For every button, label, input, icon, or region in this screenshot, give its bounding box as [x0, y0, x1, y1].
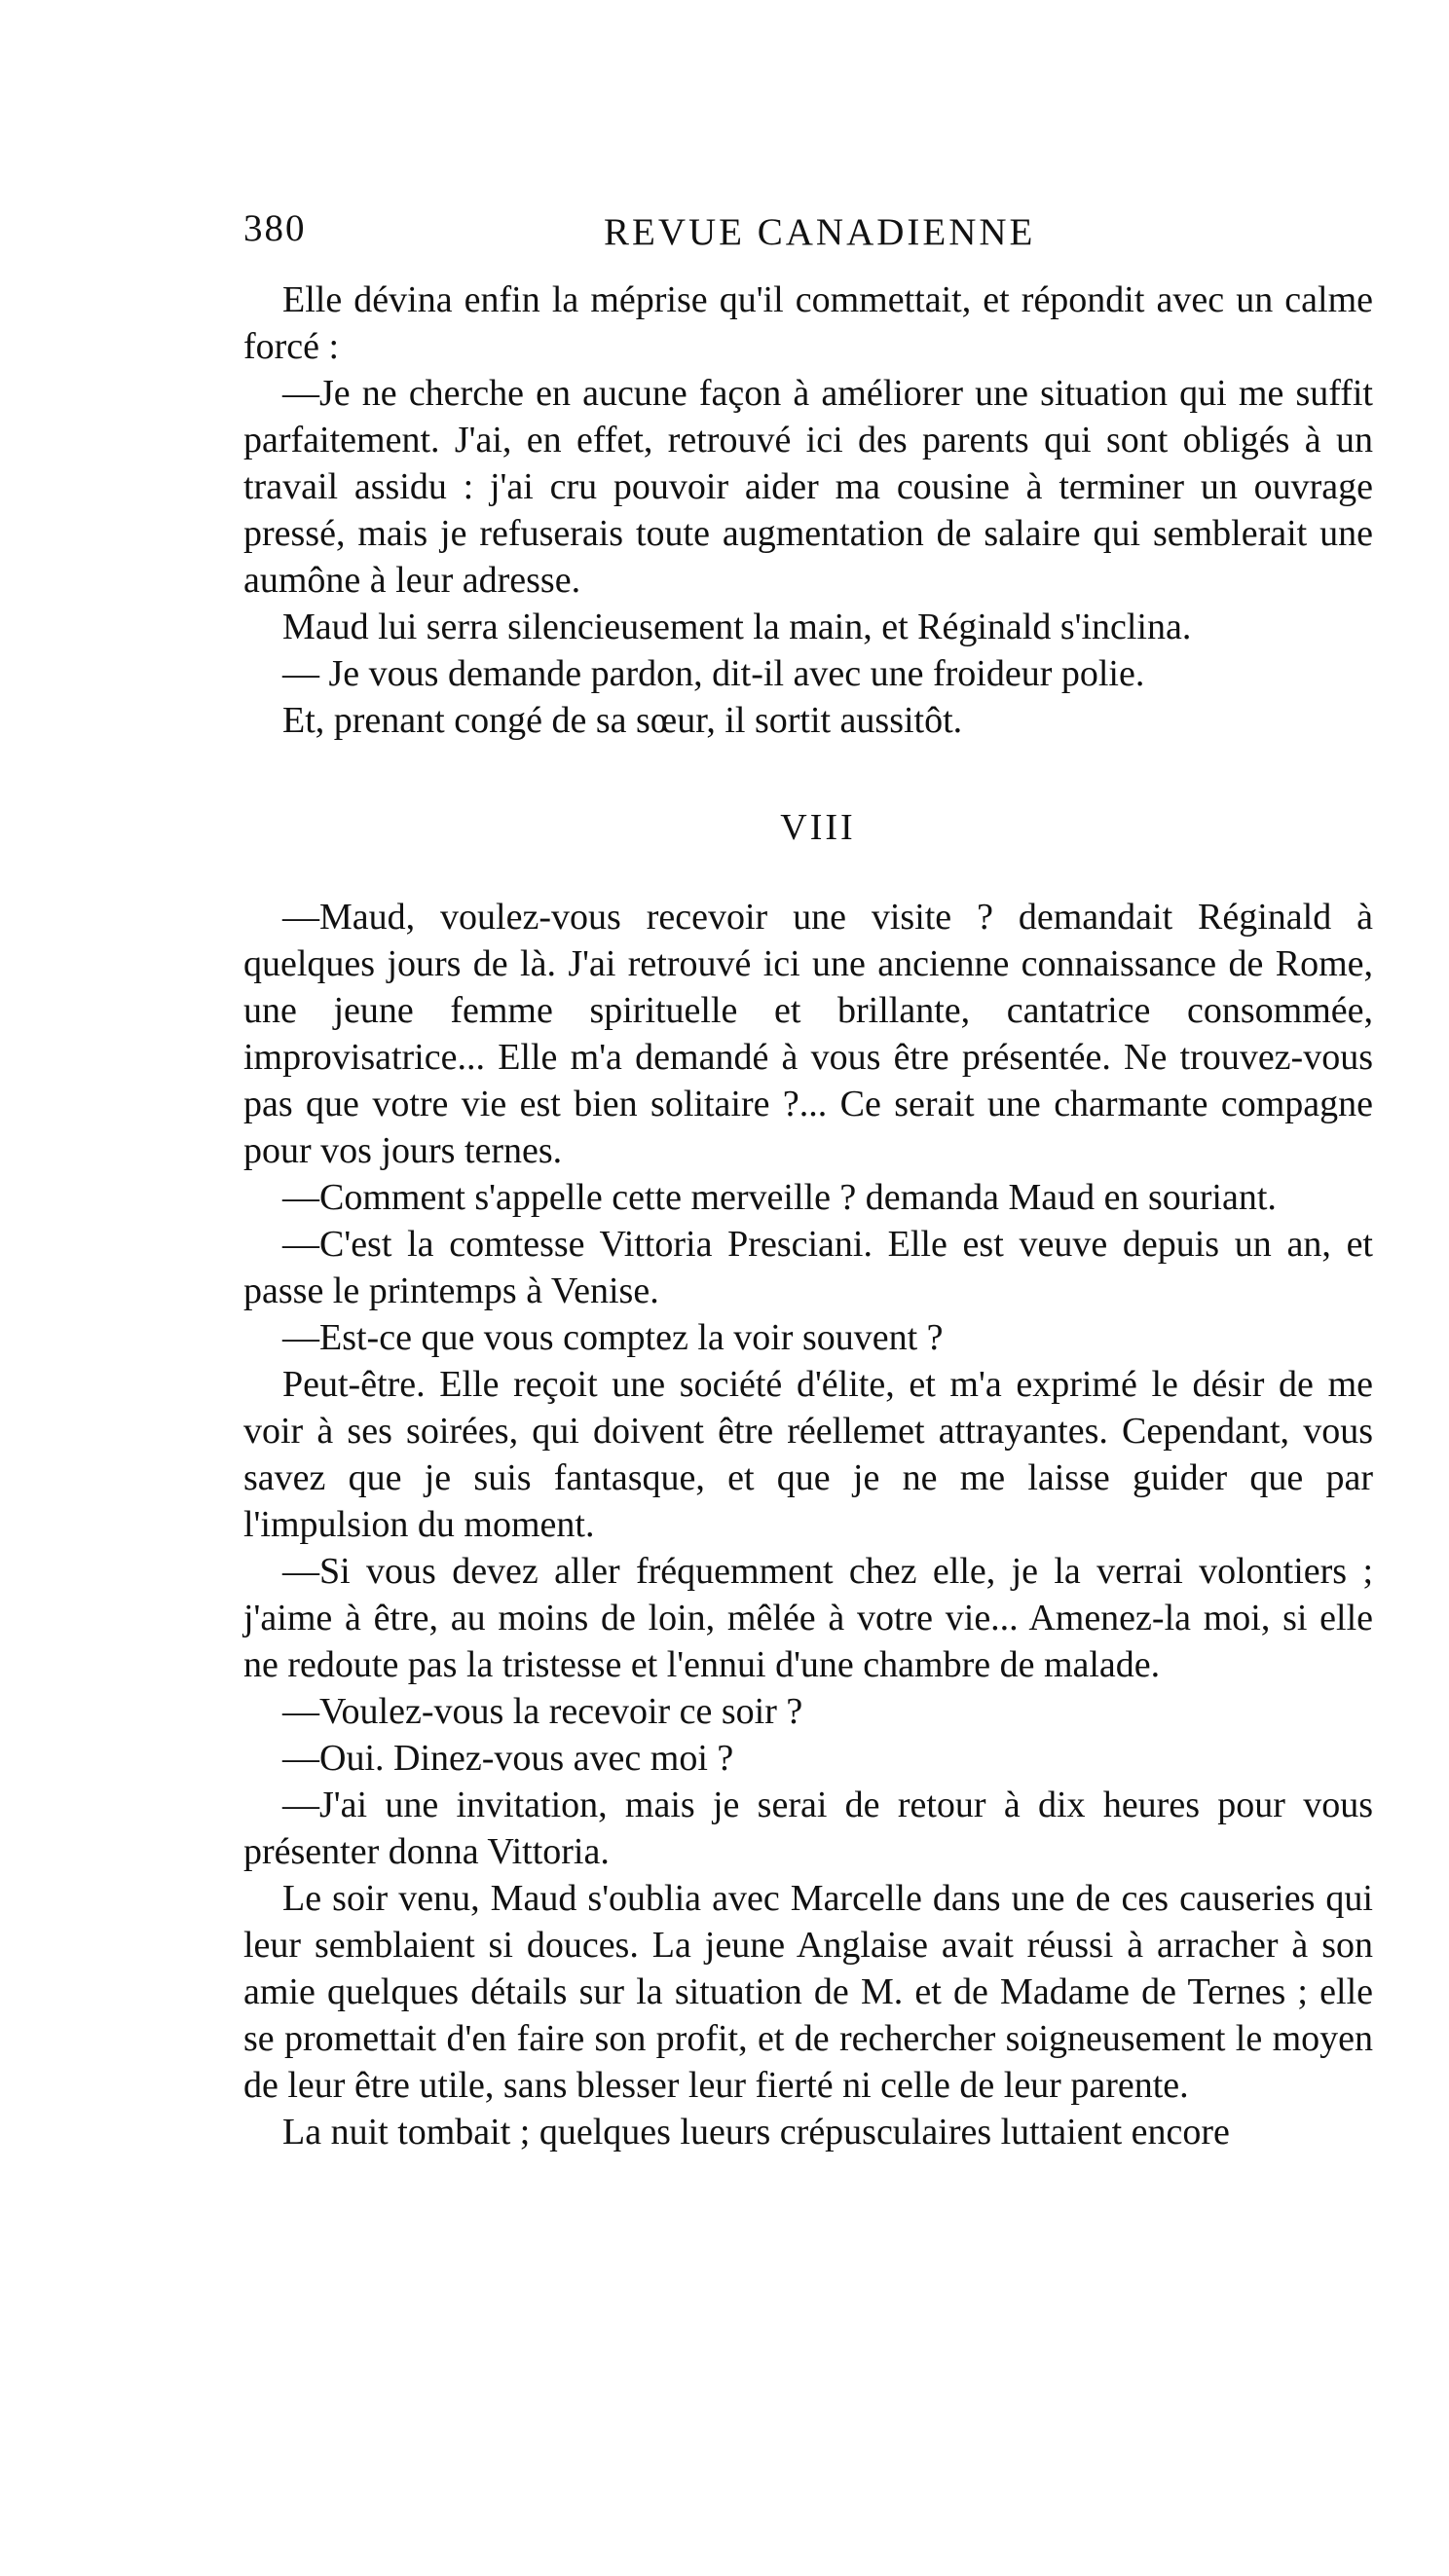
text-block-after-section — [243, 894, 1373, 2155]
paragraph: —Je ne cherche en aucune façon à améliorer une situation qui me suffit parfaitement. J'ai, en effet, retrouvé ici des parents qui sont obligés à un travail assidu : j'ai cru pouvoir aider ma cousine à terminer un ouvrage pressé, mais je refuserais toute augmentation de salaire qui semblerait une aumône à leur adresse. — [243, 373, 1373, 601]
paragraph: Maud lui serra silencieusement la main, et Réginald s'inclina. — [282, 607, 1192, 647]
page-number: 380 — [243, 207, 307, 249]
page-header — [243, 206, 1373, 265]
paragraph: —Voulez-vous la recevoir ce soir ? — [282, 1691, 803, 1732]
paragraph: —Est-ce que vous comptez la voir souvent ? — [282, 1317, 944, 1358]
paragraph: Elle dévina enfin la méprise qu'il commettait, et répondit avec un calme forcé : — [243, 279, 1373, 367]
paragraph: —Maud, voulez-vous recevoir une visite ? demandait Réginald à quelques jours de là. J'ai retrouvé ici une ancienne connaissance de Rome, une jeune femme spirituelle et brillante, cantatrice consommée, improvisatrice... Elle m'a demandé à vous être présentée. Ne trouvez-vous pas que votre vie est bien solitaire ?... Ce serait une charmante compagne pour vos jours ternes. — [243, 897, 1373, 1171]
paragraph: —Oui. Dinez-vous avec moi ? — [282, 1738, 734, 1779]
paragraph: Peut-être. Elle reçoit une société d'élite, et m'a exprimé le désir de me voir à ses soirées, qui doivent être réellemet attrayantes. Cependant, vous savez que je suis fantasque, et que je ne me laisse guider que par l'impulsion du moment. — [243, 1364, 1373, 1545]
paragraph: Et, prenant congé de sa sœur, il sortit aussitôt. — [282, 700, 963, 741]
paragraph: —Si vous devez aller fréquemment chez elle, je la verrai volontiers ; j'aime à être, au moins de loin, mêlée à votre vie... Amenez-la moi, si elle ne redoute pas la tristesse et l'ennui d'une chambre de malade. — [243, 1551, 1373, 1685]
text-block-before-section — [243, 276, 1373, 744]
paragraph: — Je vous demande pardon, dit-il avec une froideur polie. — [282, 653, 1145, 694]
section-heading: VIII — [780, 807, 856, 848]
paragraph: Le soir venu, Maud s'oublia avec Marcelle dans une de ces causeries qui leur semblaient si douces. La jeune Anglaise avait réussi à arracher à son amie quelques détails sur la situation de M. et de Madame de Ternes ; elle se promettait d'en faire son profit, et de rechercher soigneusement le moyen de leur être utile, sans blesser leur fierté ni celle de leur parente. — [243, 1878, 1373, 2106]
running-title: REVUE CANADIENNE — [604, 211, 1036, 253]
paragraph: La nuit tombait ; quelques lueurs crépusculaires luttaient encore — [282, 2112, 1230, 2153]
paragraph: —Comment s'appelle cette merveille ? demanda Maud en souriant. — [282, 1177, 1277, 1218]
paragraph: —J'ai une invitation, mais je serai de retour à dix heures pour vous présenter donna Vittoria. — [243, 1785, 1373, 1872]
paragraph: —C'est la comtesse Vittoria Presciani. Elle est veuve depuis un an, et passe le printemps à Venise. — [243, 1224, 1373, 1311]
